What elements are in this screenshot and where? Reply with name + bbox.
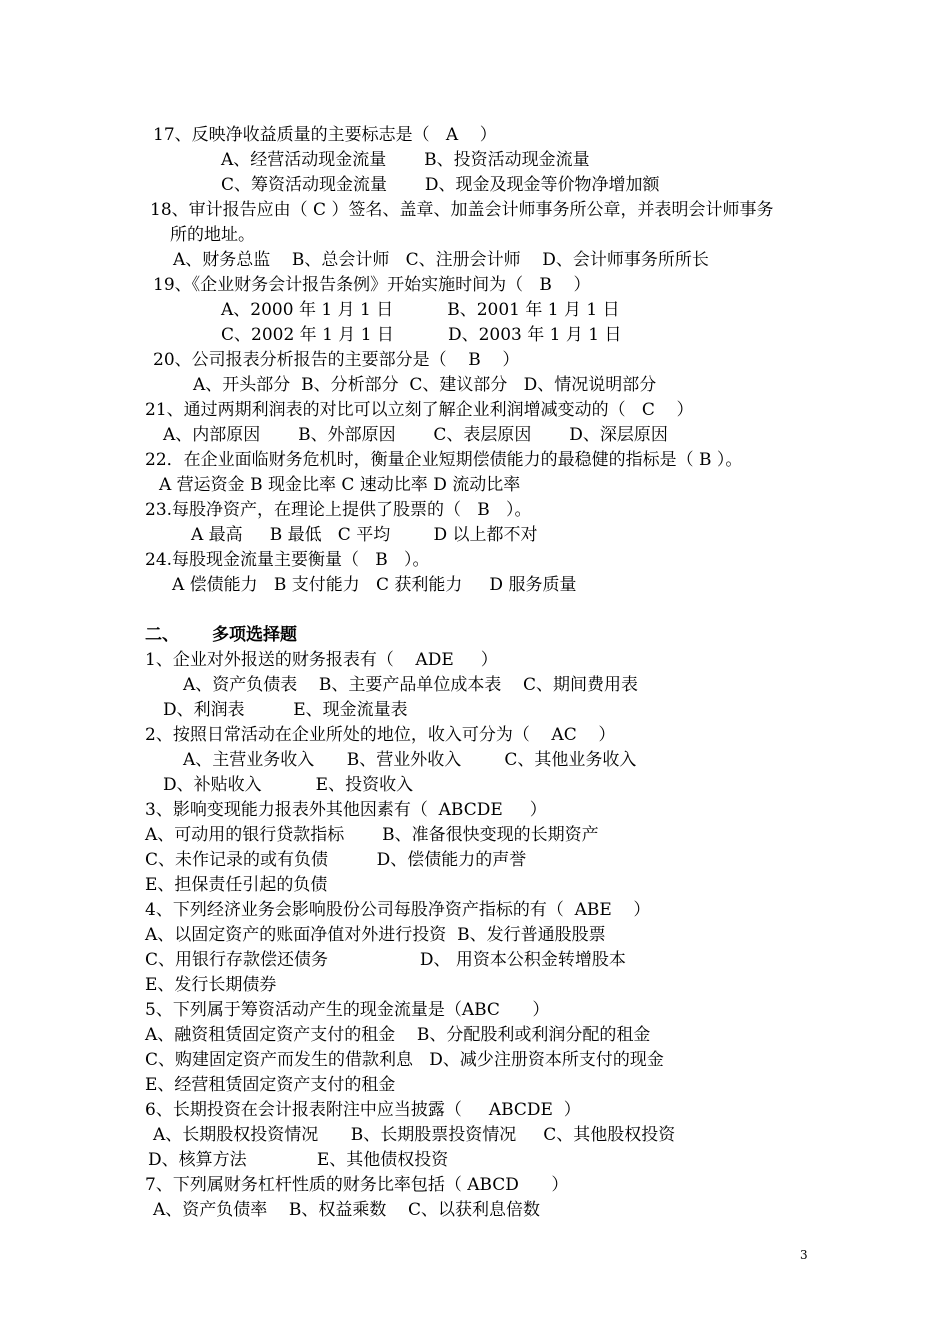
section-two-title: 多项选择题 [212,625,297,645]
question-17-options-ab: A、经营活动现金流量 B、投资活动现金流量 [221,150,590,170]
mc-3-options-ab: A、可动用的银行贷款指标 B、准备很快变现的长期资产 [145,825,599,845]
mc-5-stem: 5、下列属于筹资活动产生的现金流量是（ABC ） [145,1000,550,1020]
mc-5-option-e: E、经营租赁固定资产支付的租金 [145,1075,396,1095]
page-number: 3 [800,1248,808,1262]
question-18-options: A、财务总监 B、总会计师 C、注册会计师 D、会计师事务所所长 [173,250,709,270]
question-20-options: A、开头部分 B、分析部分 C、建议部分 D、情况说明部分 [193,375,657,395]
mc-2-options-de: D、补贴收入 E、投资收入 [163,775,414,795]
question-19-options-cd: C、2002 年 1 月 1 日 D、2003 年 1 月 1 日 [221,325,622,345]
mc-3-option-e: E、担保责任引起的负债 [145,875,328,895]
mc-1-options-abc: A、资产负债表 B、主要产品单位成本表 C、期间费用表 [183,675,639,695]
mc-6-stem: 6、长期投资在会计报表附注中应当披露（ ABCDE ） [145,1100,581,1120]
question-18-stem: 18、审计报告应由（ C ）签名、盖章、加盖会计师事务所公章，并表明会计师事务 [150,200,774,220]
mc-7-stem: 7、下列属财务杠杆性质的财务比率包括（ ABCD ） [145,1175,569,1195]
mc-4-options-cd: C、用银行存款偿还债务 D、 用资本公积金转增股本 [145,950,626,970]
question-21-options: A、内部原因 B、外部原因 C、表层原因 D、深层原因 [163,425,668,445]
mc-4-options-ab: A、以固定资产的账面净值对外进行投资 B、发行普通股股票 [145,925,606,945]
question-17-options-cd: C、筹资活动现金流量 D、现金及现金等价物净增加额 [221,175,660,195]
mc-4-stem: 4、下列经济业务会影响股份公司每股净资产指标的有（ ABE ） [145,900,651,920]
mc-3-stem: 3、影响变现能力报表外其他因素有（ ABCDE ） [145,800,547,820]
question-22-options: A 营运资金 B 现金比率 C 速动比率 D 流动比率 [159,475,521,495]
question-17-stem: 17、反映净收益质量的主要标志是（ A ） [153,125,497,145]
mc-2-stem: 2、按照日常活动在企业所处的地位，收入可分为（ AC ） [145,725,616,745]
question-20-stem: 20、公司报表分析报告的主要部分是（ B ） [153,350,520,370]
mc-7-options: A、资产负债率 B、权益乘数 C、以获利息倍数 [153,1200,541,1220]
question-24-options: A 偿债能力 B 支付能力 C 获利能力 D 服务质量 [172,575,577,595]
mc-5-options-ab: A、融资租赁固定资产支付的租金 B、分配股利或利润分配的租金 [145,1025,651,1045]
mc-3-options-cd: C、未作记录的或有负债 D、偿债能力的声誉 [145,850,527,870]
question-19-stem: 19、《企业财务会计报告条例》开始实施时间为（ B ） [153,275,591,295]
mc-6-options-abc: A、长期股权投资情况 B、长期股票投资情况 C、其他股权投资 [153,1125,676,1145]
mc-1-stem: 1、企业对外报送的财务报表有（ ADE ） [145,650,498,670]
question-23-stem: 23.每股净资产，在理论上提供了股票的（ B ）。 [145,500,532,520]
question-23-options: A 最高 B 最低 C 平均 D 以上都不对 [191,525,538,545]
question-19-options-ab: A、2000 年 1 月 1 日 B、2001 年 1 月 1 日 [221,300,620,320]
mc-5-options-cd: C、购建固定资产而发生的借款利息 D、减少注册资本所支付的现金 [145,1050,664,1070]
mc-6-options-de: D、核算方法 E、其他债权投资 [148,1150,449,1170]
question-22-stem: 22．在企业面临财务危机时，衡量企业短期偿债能力的最稳健的指标是（ B ）。 [145,450,743,470]
mc-1-options-de: D、利润表 E、现金流量表 [163,700,408,720]
question-24-stem: 24.每股现金流量主要衡量（ B ）。 [145,550,430,570]
question-18-stem-cont: 所的地址。 [170,225,255,245]
mc-4-option-e: E、发行长期债券 [145,975,277,995]
section-two-number: 二、 [145,625,179,645]
question-21-stem: 21、通过两期利润表的对比可以立刻了解企业利润增减变动的（ C ） [145,400,694,420]
mc-2-options-abc: A、主营业务收入 B、营业外收入 C、其他业务收入 [183,750,637,770]
